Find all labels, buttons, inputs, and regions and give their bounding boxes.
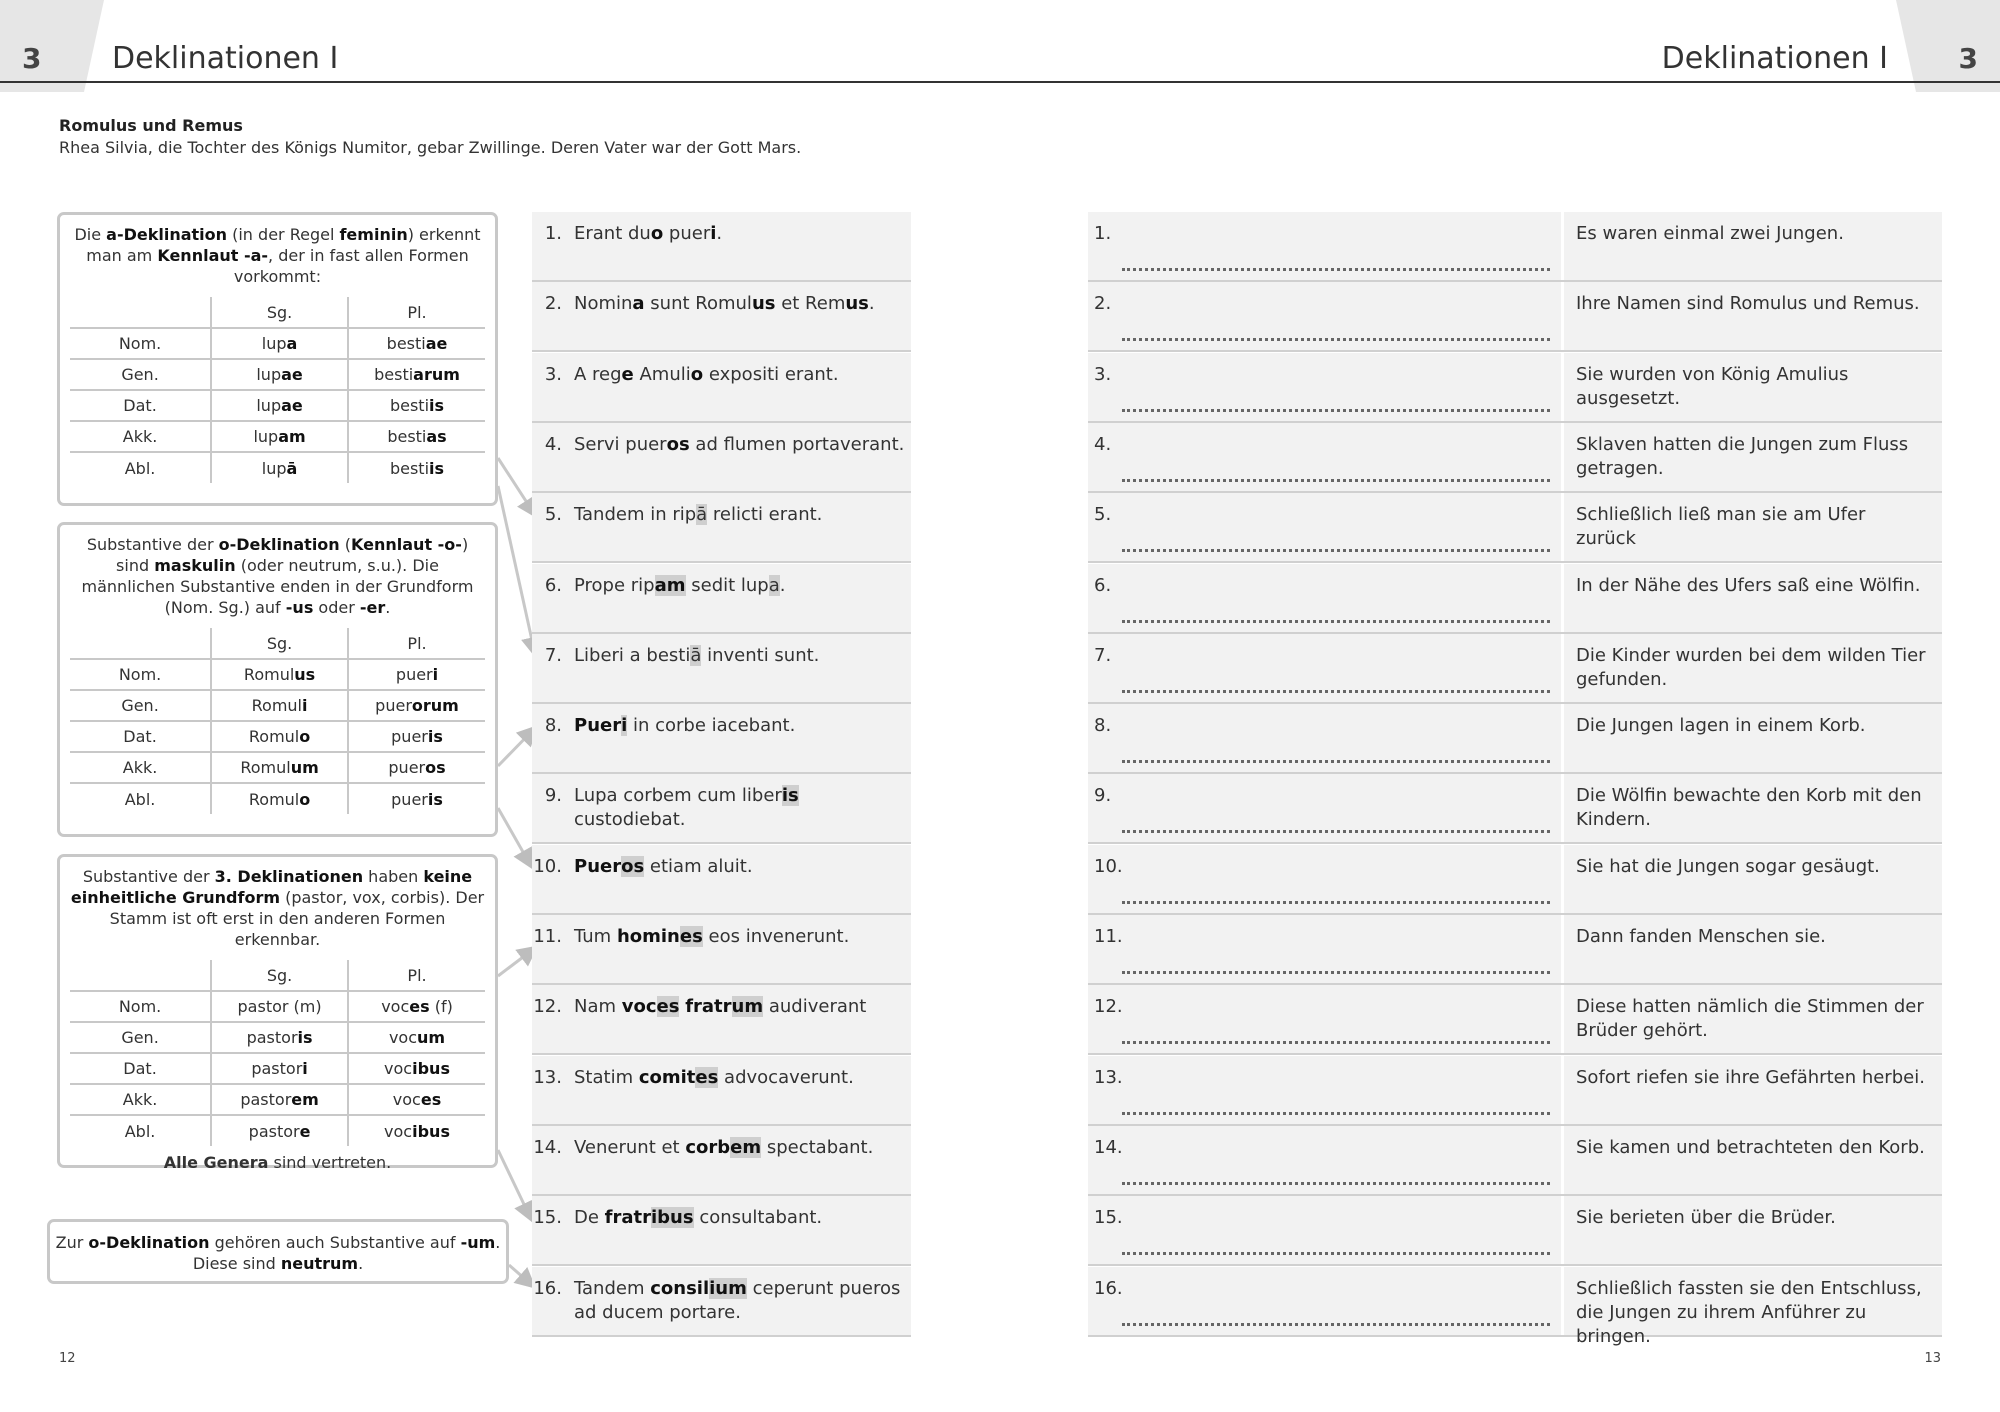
table-row: Abl. pastore vocibus xyxy=(70,1115,485,1146)
german-translation: Die Wölfin bewachte den Korb mit den Kindern. xyxy=(1561,774,1942,842)
answer-line[interactable] xyxy=(1122,338,1550,341)
header-rule xyxy=(0,81,2000,83)
translation-row xyxy=(1088,423,1942,493)
arrow-3-to-15 xyxy=(498,1150,531,1219)
row-number: 11. xyxy=(1094,926,1123,947)
info-text-o: Substantive der o-Deklination (Kennlaut -o-) sind maskulin (oder neutrum, s.u.). Die männlichen Substantive enden in der Grundform (Nom. Sg.) auf -us oder -er. xyxy=(81,535,474,617)
translation-row xyxy=(1088,1196,1942,1266)
german-translation: Sie hat die Jungen sogar gesäugt. xyxy=(1561,845,1942,913)
chapter-title-right: Deklinationen I xyxy=(1661,41,1888,76)
answer-line[interactable] xyxy=(1122,1041,1550,1044)
answer-line[interactable] xyxy=(1122,760,1550,763)
sentence-text: Tandem consilium ceperunt pueros ad ducem portare. xyxy=(574,1277,901,1323)
german-translation: Sie berieten über die Brüder. xyxy=(1561,1196,1942,1264)
translation-row xyxy=(1088,845,1942,915)
german-translation: Diese hatten nämlich die Stimmen der Brüder gehört. xyxy=(1561,985,1942,1053)
row-number: 6. xyxy=(1094,574,1112,596)
page-number-left: 12 xyxy=(59,1351,76,1366)
sentence-number: 13. xyxy=(533,1066,562,1088)
table-row: Dat. lupae bestiis xyxy=(70,390,485,421)
sentence-text: Statim comites advocaverunt. xyxy=(574,1066,854,1088)
sentence-number: 1. xyxy=(544,223,562,244)
translation-row xyxy=(1088,564,1942,634)
table-row: Abl. Romulo pueris xyxy=(70,783,485,814)
latin-sentence xyxy=(532,704,911,774)
sentence-text: Erant duo pueri. xyxy=(574,223,723,244)
answer-line[interactable] xyxy=(1122,479,1550,482)
sentence-text: Servi pueros ad flumen portaverant. xyxy=(574,433,905,455)
table-row: Akk. Romulum pueros xyxy=(70,752,485,783)
translation-row xyxy=(1088,704,1942,774)
row-number: 12. xyxy=(1094,996,1123,1018)
row-number: 10. xyxy=(1094,855,1123,877)
sentence-number: 5. xyxy=(544,504,562,526)
german-translation: Schließlich fassten sie den Entschluss, die Jungen zu ihrem Anführer zu bringen. xyxy=(1561,1267,1942,1335)
german-translation: Sklaven hatten die Jungen zum Fluss getragen. xyxy=(1561,423,1942,491)
chapter-number-left: 3 xyxy=(22,42,42,75)
chapter-number-right: 3 xyxy=(1958,42,1978,75)
latin-sentence xyxy=(532,1196,911,1266)
answer-line[interactable] xyxy=(1122,690,1550,693)
arrow-o-to-8 xyxy=(498,728,535,766)
chapter-tab-right xyxy=(1896,0,2000,92)
sentence-number: 7. xyxy=(544,644,562,666)
table-row: Nom. pastor (m) voces (f) xyxy=(70,991,485,1022)
translation-row xyxy=(1088,634,1942,704)
sentence-text: Nam voces fratrum audiverant xyxy=(574,996,867,1018)
latin-sentence xyxy=(532,353,911,423)
sentence-text: Venerunt et corbem spectabant. xyxy=(574,1136,874,1158)
table-row: Akk. pastorem voces xyxy=(70,1084,485,1115)
german-translation: Es waren einmal zwei Jungen. xyxy=(1561,212,1942,280)
sentence-number: 9. xyxy=(544,785,562,807)
row-number: 1. xyxy=(1094,223,1112,244)
sentence-number: 16. xyxy=(533,1277,562,1299)
sentence-number: 10. xyxy=(533,855,562,877)
latin-sentence xyxy=(532,1056,911,1126)
latin-sentence xyxy=(532,282,911,352)
table-row: Nom. lupa bestiae xyxy=(70,328,485,359)
translation-row xyxy=(1088,1267,1942,1347)
row-number: 8. xyxy=(1094,715,1112,737)
german-translation: Sie kamen und betrachteten den Korb. xyxy=(1561,1126,1942,1194)
translation-row xyxy=(1088,353,1942,423)
table-row: Dat. pastori vocibus xyxy=(70,1053,485,1084)
translation-row xyxy=(1088,1056,1942,1126)
latin-sentence xyxy=(532,845,911,915)
a-declension-table xyxy=(70,297,485,483)
translation-row xyxy=(1088,212,1942,282)
info-foot-third: Alle Genera sind vertreten. xyxy=(163,1153,392,1172)
row-number: 16. xyxy=(1094,1277,1123,1299)
sentence-text: De fratribus consultabant. xyxy=(574,1207,823,1229)
answer-line[interactable] xyxy=(1122,1112,1550,1115)
row-number: 13. xyxy=(1094,1066,1123,1088)
arrow-3-to-11 xyxy=(498,948,535,976)
answer-line[interactable] xyxy=(1122,1182,1550,1185)
sentence-text: Prope ripam sedit lupa. xyxy=(574,574,786,596)
translation-row xyxy=(1088,493,1942,563)
row-number: 3. xyxy=(1094,363,1112,385)
third-declension-table xyxy=(70,960,485,1146)
arrow-a-to-7 xyxy=(498,486,535,654)
info-box-o-declension xyxy=(57,522,498,837)
table-header-row: Sg. Pl. xyxy=(70,960,485,991)
table-row: Abl. lupā bestiis xyxy=(70,452,485,483)
german-translation: Die Jungen lagen in einem Korb. xyxy=(1561,704,1942,772)
latin-sentence xyxy=(532,423,911,493)
sentence-number: 14. xyxy=(533,1136,562,1158)
info-text-third: Substantive der 3. Deklinationen haben keine einheitliche Grundform (pastor, vox, corbis). Der Stamm ist oft erst in den anderen Formen erkennbar. xyxy=(70,867,485,949)
table-row: Gen. pastoris vocum xyxy=(70,1022,485,1053)
table-row: Akk. lupam bestias xyxy=(70,421,485,452)
sentence-text: Nomina sunt Romulus et Remus. xyxy=(574,293,875,315)
german-translation: Ihre Namen sind Romulus und Remus. xyxy=(1561,282,1942,350)
sentence-number: 3. xyxy=(544,363,562,385)
answer-line[interactable] xyxy=(1122,1252,1550,1255)
latin-sentence xyxy=(532,774,911,844)
info-box-third-declension xyxy=(57,854,498,1172)
translation-row xyxy=(1088,915,1942,985)
sentence-text: Liberi a bestiā inventi sunt. xyxy=(574,644,820,666)
sentence-text: A rege Amulio expositi erant. xyxy=(574,363,839,385)
info-box-neutrum: Zur o-Deklination gehören auch Substantive auf -um. Diese sind neutrum. xyxy=(47,1219,509,1284)
row-number: 4. xyxy=(1094,433,1112,455)
latin-sentence xyxy=(532,564,911,634)
german-translation: Schließlich ließ man sie am Ufer zurück xyxy=(1561,493,1942,561)
sentence-number: 11. xyxy=(533,926,562,947)
answer-line[interactable] xyxy=(1122,971,1550,974)
latin-sentence xyxy=(532,212,911,282)
answer-line[interactable] xyxy=(1122,830,1550,833)
chapter-tab-left xyxy=(0,0,104,92)
intro-title: Romulus und Remus xyxy=(59,116,243,135)
arrow-a-to-5 xyxy=(498,458,535,515)
row-number: 15. xyxy=(1094,1207,1123,1229)
page-number-right: 13 xyxy=(1924,1351,1941,1366)
german-translation: Sofort riefen sie ihre Gefährten herbei. xyxy=(1561,1056,1942,1124)
answer-line[interactable] xyxy=(1122,268,1550,271)
table-row: Gen. lupae bestiarum xyxy=(70,359,485,390)
info-box-a-declension xyxy=(57,212,498,506)
german-translation: In der Nähe des Ufers saß eine Wölfin. xyxy=(1561,564,1942,632)
table-row: Gen. Romuli puerorum xyxy=(70,690,485,721)
o-declension-table xyxy=(70,628,485,814)
arrow-o-to-10 xyxy=(498,808,531,866)
answer-line[interactable] xyxy=(1122,620,1550,623)
sentence-text: Pueros etiam aluit. xyxy=(574,855,753,877)
answer-line[interactable] xyxy=(1122,409,1550,412)
latin-sentence xyxy=(532,1267,911,1337)
table-header-row: Sg. Pl. xyxy=(70,297,485,328)
table-header-row: Sg. Pl. xyxy=(70,628,485,659)
sentence-text: Tum homines eos invenerunt. xyxy=(574,926,850,947)
table-row: Nom. Romulus pueri xyxy=(70,659,485,690)
translation-row xyxy=(1088,985,1942,1055)
answer-line[interactable] xyxy=(1122,549,1550,552)
table-row: Dat. Romulo pueris xyxy=(70,721,485,752)
sentence-text: Tandem in ripā relicti erant. xyxy=(574,504,823,526)
latin-sentence xyxy=(532,493,911,563)
row-number: 7. xyxy=(1094,644,1112,666)
latin-sentence xyxy=(532,915,911,985)
sentence-text: Lupa corbem cum liberis custodiebat. xyxy=(574,785,799,831)
german-translation: Die Kinder wurden bei dem wilden Tier gefunden. xyxy=(1561,634,1942,702)
sentence-number: 15. xyxy=(533,1207,562,1229)
sentence-text: Pueri in corbe iacebant. xyxy=(574,715,796,737)
latin-sentence xyxy=(532,1126,911,1196)
sentence-number: 6. xyxy=(544,574,562,596)
chapter-title-left: Deklinationen I xyxy=(112,41,339,76)
sentence-number: 12. xyxy=(533,996,562,1018)
latin-sentence xyxy=(532,634,911,704)
row-number: 14. xyxy=(1094,1136,1123,1158)
sentence-number: 4. xyxy=(544,433,562,455)
translation-row xyxy=(1088,282,1942,352)
translation-row xyxy=(1088,1126,1942,1196)
arrow-um-to-16 xyxy=(509,1265,533,1286)
row-number: 5. xyxy=(1094,504,1112,526)
sentence-number: 2. xyxy=(544,293,562,315)
row-number: 2. xyxy=(1094,293,1112,315)
row-number: 9. xyxy=(1094,785,1112,807)
latin-sentence xyxy=(532,985,911,1055)
german-translation: Sie wurden von König Amulius ausgesetzt. xyxy=(1561,353,1942,421)
answer-line[interactable] xyxy=(1122,901,1550,904)
answer-line[interactable] xyxy=(1122,1323,1550,1326)
translation-row xyxy=(1088,774,1942,844)
german-translation: Dann fanden Menschen sie. xyxy=(1561,915,1942,983)
sentence-number: 8. xyxy=(544,715,562,737)
intro-text: Rhea Silvia, die Tochter des Königs Numitor, gebar Zwillinge. Deren Vater war der Gott Mars. xyxy=(59,138,802,157)
info-text-a: Die a-Deklination (in der Regel feminin) erkennt man am Kennlaut -a-, der in fast allen Formen vorkommt: xyxy=(74,225,481,286)
